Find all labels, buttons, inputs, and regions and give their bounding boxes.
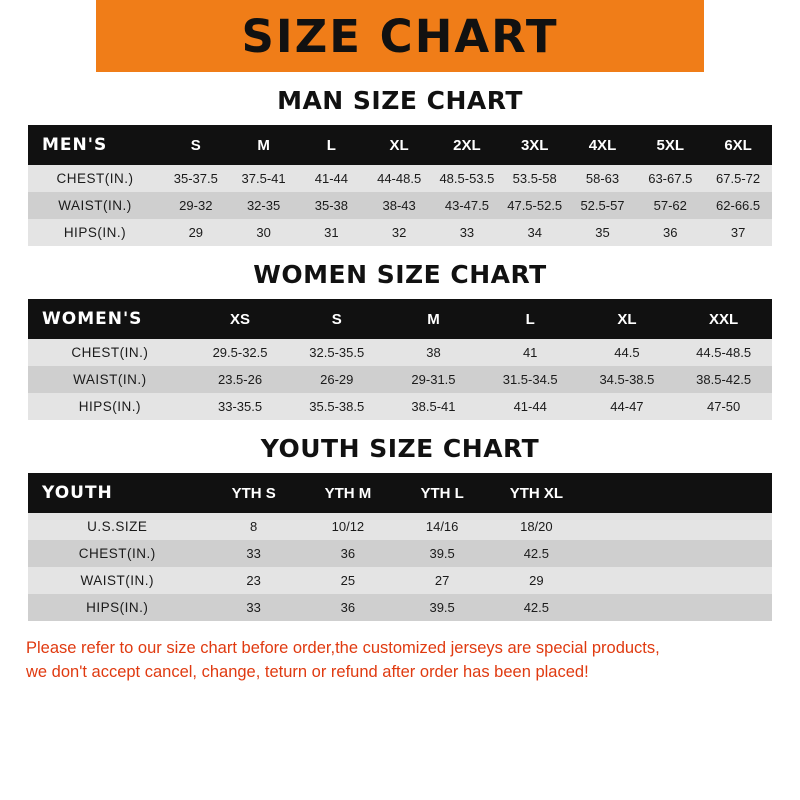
- cell: 37.5-41: [241, 171, 286, 186]
- youth-row-header: YOUTH: [28, 473, 207, 513]
- cell: 31.5-34.5: [502, 372, 558, 387]
- cell: 29-32: [179, 198, 213, 213]
- men-col-l: L: [297, 125, 365, 165]
- section-men: [0, 86, 800, 246]
- men-row-label-hips: HIPS(IN.): [63, 225, 127, 240]
- women-col-s: S: [288, 299, 385, 339]
- youth-col-xl: YTH XL: [489, 473, 583, 513]
- women-col-m: M: [385, 299, 482, 339]
- cell: 35-38: [314, 198, 348, 213]
- men-row-label-chest: CHEST(IN.): [56, 171, 134, 186]
- women-size-table: [28, 299, 772, 420]
- cell: [583, 594, 677, 621]
- cell: 35-37.5: [173, 171, 218, 186]
- section-title-women: WOMEN SIZE CHART: [253, 260, 547, 289]
- cell: 44-47: [610, 399, 644, 414]
- cell: 38-43: [382, 198, 416, 213]
- women-col-l: L: [482, 299, 579, 339]
- disclaimer-note: [26, 637, 774, 685]
- women-col-xl: XL: [579, 299, 676, 339]
- youth-size-table: [28, 473, 772, 621]
- men-col-s: S: [162, 125, 230, 165]
- youth-row-label-us-size: U.S.SIZE: [87, 519, 148, 534]
- cell: 53.5-58: [512, 171, 557, 186]
- women-col-xxl: XXL: [675, 299, 772, 339]
- note-line-1: Please refer to our size chart before order,the customized jerseys are special products,: [26, 639, 660, 657]
- cell: 10/12: [331, 519, 365, 534]
- cell: 25: [340, 573, 356, 588]
- page-title: SIZE CHART: [241, 9, 559, 63]
- cell: 42.5: [523, 546, 550, 561]
- cell: 42.5: [523, 600, 550, 615]
- men-col-3xl: 3XL: [501, 125, 569, 165]
- men-size-table: [28, 125, 772, 246]
- table-row: [28, 567, 772, 594]
- banner: [0, 0, 800, 72]
- cell: [583, 540, 677, 567]
- cell: 30: [256, 225, 271, 240]
- cell: 8: [250, 519, 258, 534]
- cell: 39.5: [429, 600, 455, 615]
- note-line-2: we don't accept cancel, change, teturn or refund after order has been placed!: [26, 662, 589, 681]
- women-row-label-chest: CHEST(IN.): [71, 345, 149, 360]
- cell: 44.5-48.5: [696, 345, 752, 360]
- table-row: [28, 393, 772, 420]
- table-header-row: [28, 125, 772, 165]
- cell: 32: [391, 225, 407, 240]
- cell: 38.5-42.5: [696, 372, 752, 387]
- men-col-2xl: 2XL: [433, 125, 501, 165]
- cell: 23: [246, 573, 261, 588]
- men-col-m: M: [230, 125, 298, 165]
- men-col-6xl: 6XL: [704, 125, 772, 165]
- cell: [583, 567, 677, 594]
- cell: 41: [522, 345, 538, 360]
- table-row: [28, 165, 772, 192]
- men-row-label-waist: WAIST(IN.): [58, 198, 132, 213]
- cell: 32-35: [246, 198, 281, 213]
- table-header-row: [28, 299, 772, 339]
- cell: 36: [663, 225, 678, 240]
- cell: 62-66.5: [716, 198, 761, 213]
- cell: 38: [426, 345, 441, 360]
- cell: 43-47.5: [444, 198, 489, 213]
- table-header-row: [28, 473, 772, 513]
- cell: 35: [595, 225, 610, 240]
- table-row: [28, 339, 772, 366]
- cell: 47-50: [707, 399, 741, 414]
- cell: 29: [529, 573, 544, 588]
- table-row: [28, 192, 772, 219]
- cell: 63-67.5: [648, 171, 693, 186]
- cell: 33: [246, 600, 261, 615]
- youth-col-s: YTH S: [207, 473, 301, 513]
- cell: [678, 513, 772, 540]
- cell: 39.5: [429, 546, 455, 561]
- cell: 33: [246, 546, 261, 561]
- cell: 67.5-72: [716, 171, 761, 186]
- cell: 35.5-38.5: [309, 399, 365, 414]
- cell: 14/16: [425, 519, 459, 534]
- cell: 33: [459, 225, 475, 240]
- men-col-xl: XL: [365, 125, 433, 165]
- men-col-5xl: 5XL: [636, 125, 704, 165]
- cell: 38.5-41: [411, 399, 456, 414]
- cell: 18/20: [520, 519, 553, 534]
- cell: [678, 594, 772, 621]
- cell: 44-48.5: [377, 171, 422, 186]
- youth-row-label-chest: CHEST(IN.): [78, 546, 156, 561]
- cell: 36: [340, 546, 356, 561]
- section-women: [0, 260, 800, 420]
- cell: 44.5: [614, 345, 640, 360]
- cell: 32.5-35.5: [309, 345, 365, 360]
- cell: 37: [730, 225, 746, 240]
- cell: 34: [527, 225, 542, 240]
- section-title-men: MAN SIZE CHART: [277, 86, 523, 115]
- men-row-header: MEN'S: [28, 125, 162, 165]
- cell: 29-31.5: [411, 372, 456, 387]
- table-row: [28, 594, 772, 621]
- cell: 58-63: [585, 171, 620, 186]
- men-col-4xl: 4XL: [569, 125, 637, 165]
- cell: 57-62: [653, 198, 687, 213]
- cell: 31: [324, 225, 339, 240]
- youth-col-l: YTH L: [395, 473, 489, 513]
- youth-col-empty-2: [678, 473, 772, 513]
- table-row: [28, 219, 772, 246]
- section-youth: [0, 434, 800, 621]
- cell: 26-29: [320, 372, 354, 387]
- women-row-header: WOMEN'S: [28, 299, 192, 339]
- cell: 27: [434, 573, 450, 588]
- table-row: [28, 513, 772, 540]
- table-row: [28, 366, 772, 393]
- table-row: [28, 540, 772, 567]
- youth-col-empty-1: [583, 473, 677, 513]
- cell: 48.5-53.5: [439, 171, 495, 186]
- cell: [678, 540, 772, 567]
- section-title-youth: YOUTH SIZE CHART: [260, 434, 540, 463]
- cell: 52.5-57: [580, 198, 625, 213]
- cell: 47.5-52.5: [507, 198, 563, 213]
- women-col-xs: XS: [192, 299, 289, 339]
- cell: 34.5-38.5: [599, 372, 655, 387]
- women-row-label-hips: HIPS(IN.): [78, 399, 141, 414]
- cell: 41-44: [513, 399, 547, 414]
- cell: 41-44: [314, 171, 348, 186]
- women-row-label-waist: WAIST(IN.): [73, 372, 147, 387]
- cell: 29.5-32.5: [212, 345, 268, 360]
- cell: 23.5-26: [217, 372, 263, 387]
- cell: 33-35.5: [217, 399, 263, 414]
- youth-col-m: YTH M: [301, 473, 395, 513]
- youth-row-label-hips: HIPS(IN.): [86, 600, 149, 615]
- youth-row-label-waist: WAIST(IN.): [80, 573, 155, 588]
- cell: [583, 513, 677, 540]
- cell: [678, 567, 772, 594]
- cell: 29: [188, 225, 204, 240]
- cell: 36: [340, 600, 356, 615]
